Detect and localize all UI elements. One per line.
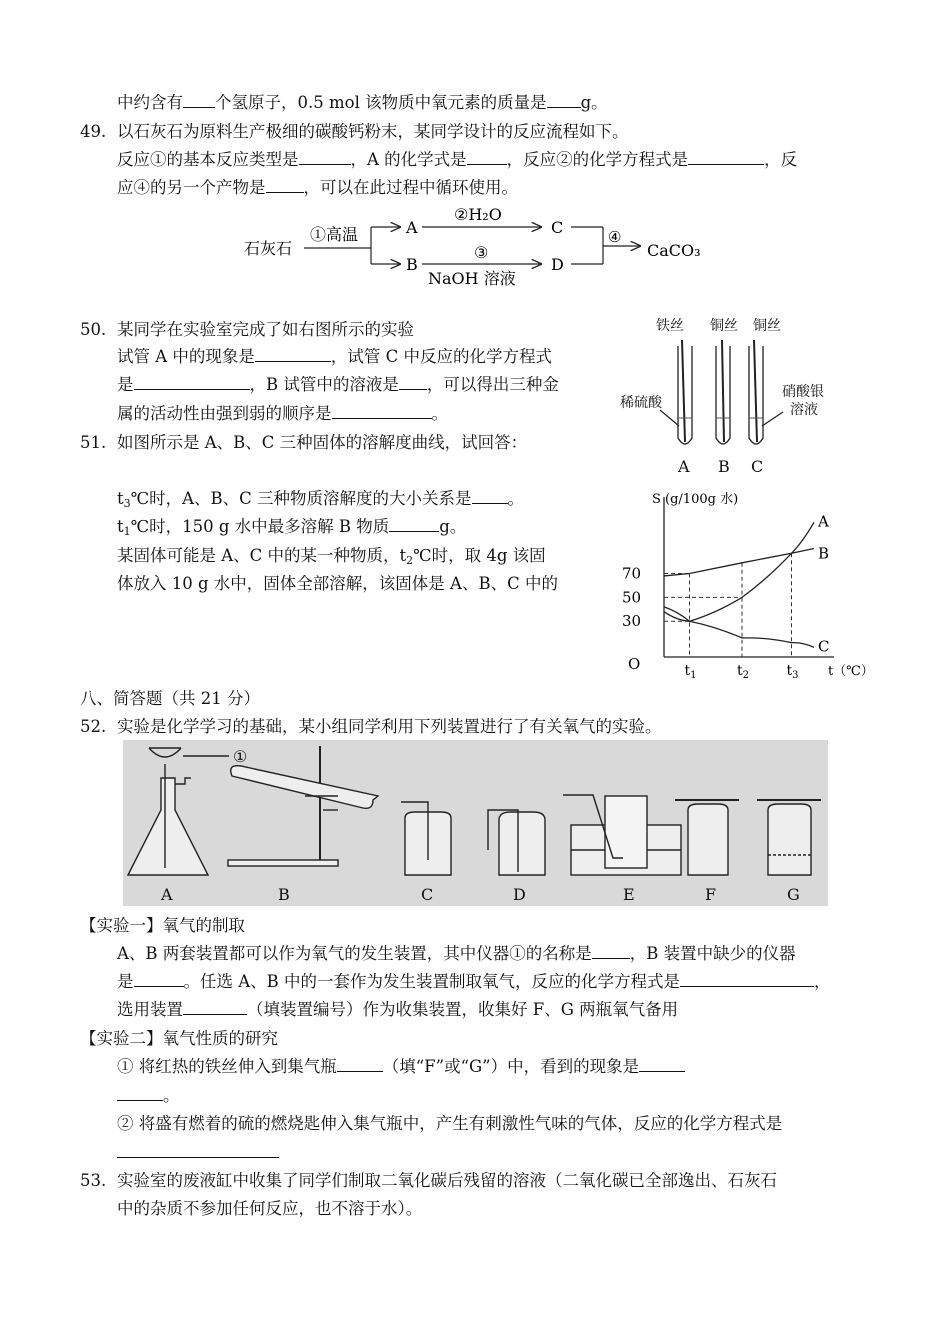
q50-test-tubes-figure <box>618 310 850 480</box>
wire-label-copper-1: 铜丝 <box>710 318 738 334</box>
apparatus-label-D: D <box>513 885 526 904</box>
y-axis-label: S (g/100g 水) <box>652 492 739 507</box>
exp1-line2: 是 。任选 A、B 中的一套作为发生装置制取氧气，反应的化学方程式是 ， <box>117 972 831 991</box>
q49-stem: 以石灰石为原料生产极细的碳酸钙粉末，某同学设计的反应流程如下。 <box>117 122 629 141</box>
silver-nitrate-label-1: 硝酸银 <box>782 384 824 400</box>
answer-blank[interactable] <box>255 346 331 362</box>
apparatus-label-B: B <box>278 885 290 904</box>
apparatus-label-C: C <box>421 885 434 904</box>
answer-blank[interactable] <box>467 149 507 165</box>
apparatus-label-E: E <box>623 885 635 904</box>
answer-blank[interactable] <box>688 149 764 165</box>
q53-number: 53. <box>80 1171 107 1190</box>
flow-B: B <box>406 255 418 274</box>
flow-r2: ②H₂O <box>454 205 502 224</box>
flow-start: 石灰石 <box>244 239 293 258</box>
exp2-line1: ① 将红热的铁丝伸入到集气瓶 （填“F”或“G”）中，看到的现象是 <box>117 1056 685 1078</box>
answer-blank[interactable] <box>266 177 304 193</box>
q51-line3: $t_1℃$时，150 g 水中最多溶解 B 物质 g。 <box>117 517 467 538</box>
q52-stem: 实验是化学学习的基础，某小组同学利用下列装置进行了有关氧气的实验。 <box>117 717 662 736</box>
flow-A: A <box>406 218 418 237</box>
exp1-line3: 选用装置 （填装置编号）作为收集装置，收集好 F、G 两瓶氧气备用 <box>117 1000 679 1019</box>
flow-r3: ③ <box>474 243 489 262</box>
solubility-chart <box>614 485 874 685</box>
acid-label: 稀硫酸 <box>620 395 662 411</box>
apparatus-figure <box>123 740 828 906</box>
y-tick-50: 50 <box>622 588 642 607</box>
q52-number: 52. <box>80 717 107 736</box>
q51-line2: $t_3℃$时，A、B、C 三种物质溶解度的大小关系是 。 <box>117 489 525 510</box>
answer-blank[interactable] <box>117 1157 279 1158</box>
exp1-line1: A、B 两套装置都可以作为氧气的发生装置，其中仪器①的名称是 ，B 装置中缺少的仪器 <box>117 944 796 963</box>
x-axis-label: t（℃） <box>828 664 874 679</box>
x-tick-t3: $t_3$ <box>786 663 799 681</box>
answer-blank[interactable] <box>332 403 432 419</box>
q53-line1: 实验室的废液缸中收集了同学们制取二氧化碳后残留的溶液（二氧化碳已全部逸出、石灰石 <box>117 1171 777 1190</box>
series-label-A: A <box>818 512 829 531</box>
flow-r4: ④ <box>608 228 622 246</box>
q50-line4: 属的活动性由强到弱的顺序是 。 <box>117 404 448 423</box>
flow-D: D <box>551 255 564 274</box>
y-tick-70: 70 <box>622 564 642 583</box>
flow-C: C <box>551 218 564 237</box>
tube-A-label: A <box>678 457 690 476</box>
answer-blank[interactable] <box>337 1056 383 1072</box>
answer-blank[interactable] <box>134 374 250 390</box>
exp2-line3: ② 将盛有燃着的硫的燃烧匙伸入集气瓶中，产生有刺激性气味的气体，反应的化学方程式是 <box>117 1114 783 1133</box>
answer-blank[interactable] <box>639 1056 685 1072</box>
q49-line2: 反应①的基本反应类型是 ，A 的化学式是 ，反应②的化学方程式是 ，反 <box>117 150 798 169</box>
answer-blank[interactable] <box>592 943 630 959</box>
answer-blank[interactable] <box>183 92 215 108</box>
answer-blank[interactable] <box>117 1085 163 1101</box>
q50-line2: 试管 A 中的现象是 ，试管 C 中反应的化学方程式 <box>117 347 553 366</box>
answer-blank[interactable] <box>134 971 184 987</box>
q50-line3: 是 ，B 试管中的溶液是 ，可以得出三种金 <box>117 375 559 394</box>
series-line-A <box>664 522 814 621</box>
wire-label-copper-2: 铜丝 <box>753 318 781 334</box>
answer-blank[interactable] <box>680 971 814 987</box>
answer-blank[interactable] <box>399 374 427 390</box>
apparatus-label-F: F <box>705 885 717 904</box>
section-8-title: 八、简答题（共 21 分） <box>80 689 260 708</box>
answer-blank[interactable] <box>389 516 439 532</box>
answer-blank[interactable] <box>472 488 508 504</box>
flow-product: CaCO₃ <box>647 241 701 260</box>
answer-blank[interactable] <box>299 149 351 165</box>
q49-flow-diagram <box>238 200 718 295</box>
series-label-C: C <box>818 637 830 656</box>
flow-r3b: NaOH 溶液 <box>428 269 516 288</box>
y-tick-30: 30 <box>622 612 642 631</box>
exp1-title: 【实验一】氧气的制取 <box>80 916 245 935</box>
exp2-title: 【实验二】氧气性质的研究 <box>80 1029 278 1048</box>
silver-nitrate-label-2: 溶液 <box>790 402 818 418</box>
series-label-B: B <box>818 544 830 563</box>
tube-C-label: C <box>751 457 764 476</box>
q50-line1: 某同学在实验室完成了如右图所示的实验 <box>117 320 414 339</box>
exp2-line2: 。 <box>117 1085 180 1107</box>
q51-line4: 某固体可能是 A、C 中的某一种物质，$t_2℃$时，取 4g 该固 <box>117 546 546 567</box>
wire-label-iron: 铁丝 <box>656 318 684 334</box>
q53-line2: 中的杂质不参加任何反应，也不溶于水）。 <box>117 1199 423 1218</box>
origin-label: O <box>628 655 641 673</box>
q51-line1: 如图所示是 A、B、C 三种固体的溶解度曲线，试回答： <box>117 433 528 452</box>
x-tick-t1: $t_1$ <box>684 663 697 681</box>
x-tick-t2: $t_2$ <box>737 663 750 681</box>
q49-number: 49. <box>80 122 107 141</box>
answer-blank[interactable] <box>183 999 247 1015</box>
apparatus-label-A: A <box>161 885 173 904</box>
tube-B-label: B <box>718 457 730 476</box>
q48-tail-line: 中约含有 个氢原子，0.5 mol 该物质中氧元素的质量是 g。 <box>117 93 608 112</box>
callout-1: ① <box>233 747 248 766</box>
answer-blank[interactable] <box>547 92 581 108</box>
q50-number: 50. <box>80 320 107 339</box>
q51-number: 51. <box>80 433 107 452</box>
flow-r1: ①高温 <box>310 225 359 244</box>
q49-line3: 应④的另一个产物是 ，可以在此过程中循环使用。 <box>117 178 518 197</box>
apparatus-label-G: G <box>787 885 800 904</box>
q51-line5: 体放入 10 g 水中，固体全部溶解，该固体是 A、B、C 中的 <box>117 574 558 593</box>
